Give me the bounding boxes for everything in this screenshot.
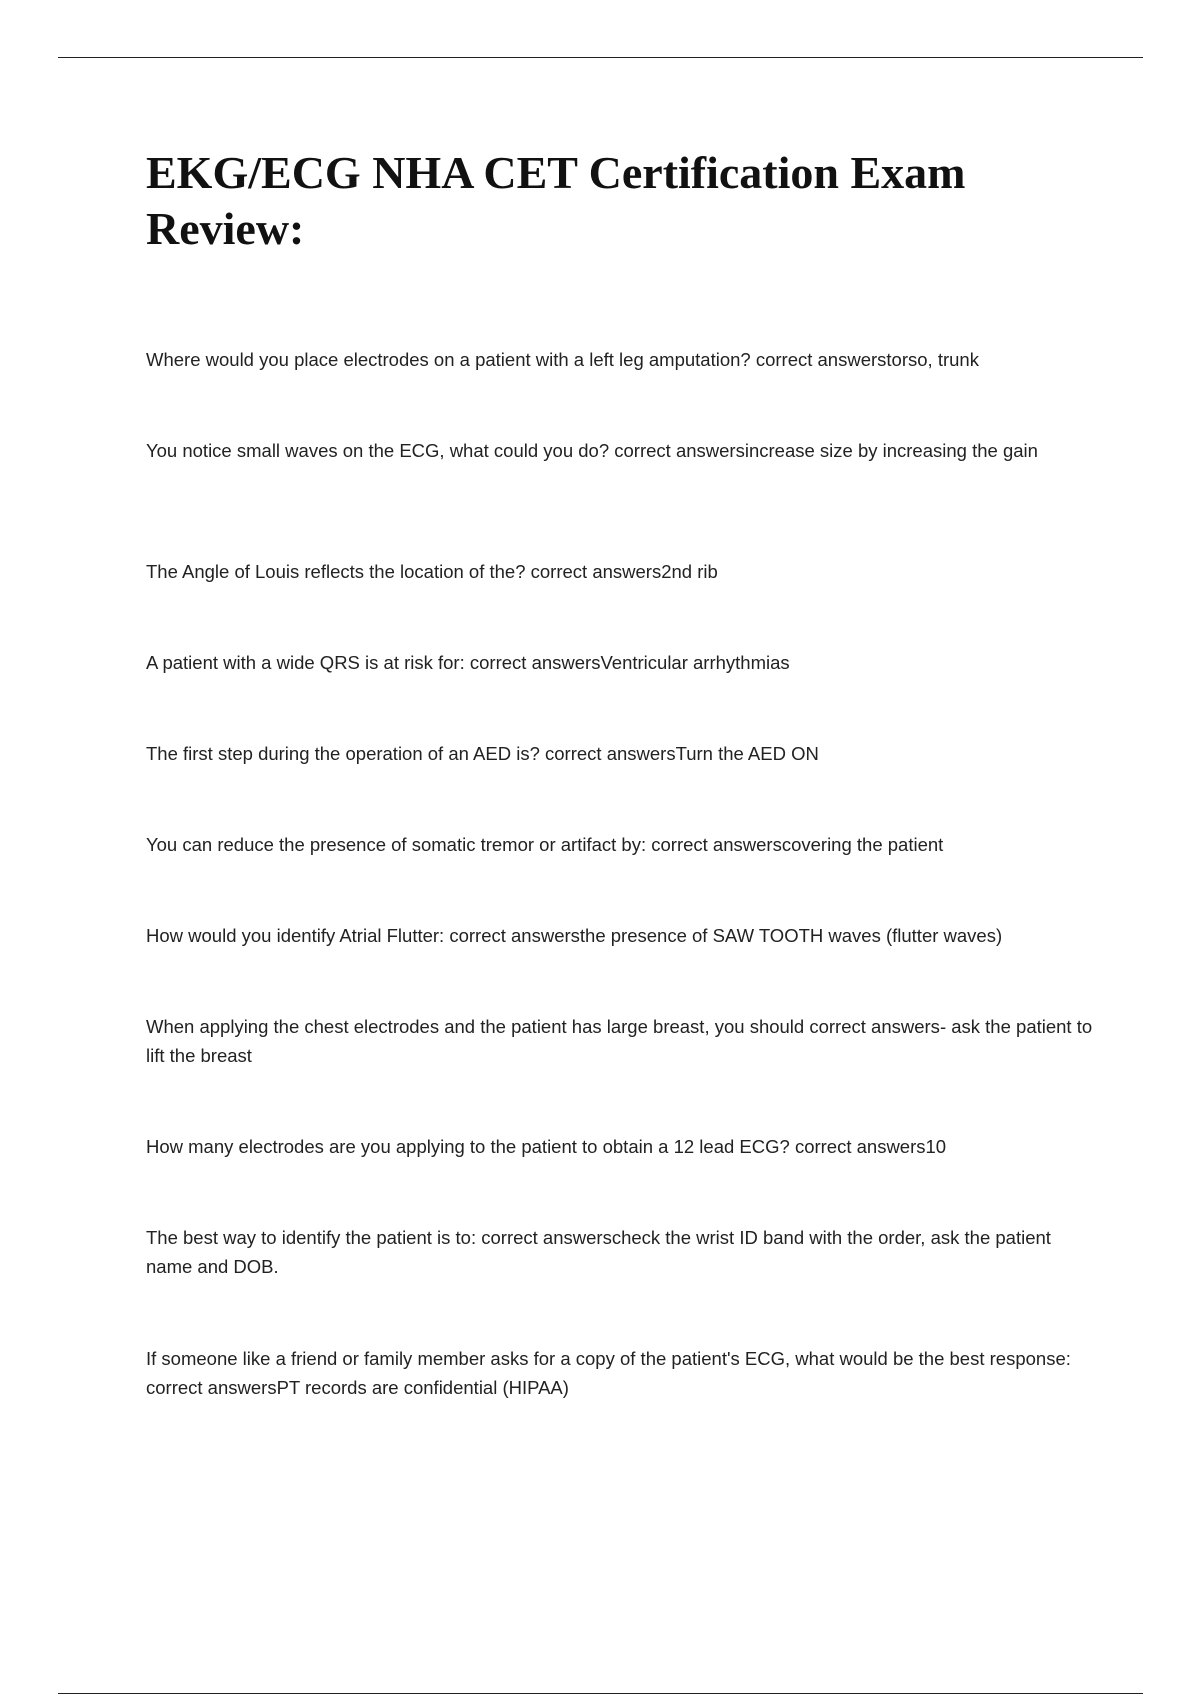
answer-separator: correct answers bbox=[146, 1377, 277, 1398]
qa-item bbox=[146, 557, 1096, 586]
qa-item bbox=[146, 1132, 1096, 1161]
qa-item bbox=[146, 1344, 1096, 1402]
answer-text: the presence of SAW TOOTH waves (flutter waves) bbox=[579, 925, 1003, 946]
answer-separator: correct answers bbox=[545, 743, 676, 764]
question-text: The first step during the operation of an AED is? bbox=[146, 743, 540, 764]
qa-item bbox=[146, 648, 1096, 677]
answer-separator: correct answers bbox=[651, 834, 782, 855]
answer-text: - ask the patient to lift the breast bbox=[146, 1016, 1093, 1066]
question-text: You can reduce the presence of somatic tremor or artifact by: bbox=[146, 834, 647, 855]
top-divider bbox=[58, 57, 1143, 58]
answer-text: increase size by increasing the gain bbox=[744, 440, 1038, 461]
qa-item bbox=[146, 830, 1096, 859]
qa-item bbox=[146, 345, 1096, 374]
question-text: The Angle of Louis reflects the location of the? bbox=[146, 561, 526, 582]
answer-separator: correct answers bbox=[449, 925, 580, 946]
qa-item bbox=[146, 921, 1096, 950]
question-text: The best way to identify the patient is to: bbox=[146, 1227, 477, 1248]
answer-text: 10 bbox=[925, 1136, 947, 1157]
answer-separator: correct answers bbox=[530, 561, 662, 582]
question-text: How would you identify Atrial Flutter: bbox=[146, 925, 445, 946]
qa-item bbox=[146, 739, 1096, 768]
answer-separator: correct answers bbox=[809, 1016, 940, 1037]
question-text: How many electrodes are you applying to the patient to obtain a 12 lead ECG? bbox=[146, 1136, 790, 1157]
answer-text: PT records are confidential (HIPAA) bbox=[276, 1377, 569, 1398]
answer-text: 2nd rib bbox=[661, 561, 718, 582]
qa-item bbox=[146, 1012, 1096, 1070]
question-text: A patient with a wide QRS is at risk for: bbox=[146, 652, 465, 673]
qa-item bbox=[146, 1223, 1096, 1281]
answer-separator: correct answers bbox=[755, 349, 887, 370]
answer-text: covering the patient bbox=[781, 834, 944, 855]
answer-text: Ventricular arrhythmias bbox=[600, 652, 790, 673]
page-title: EKG/ECG NHA CET Certification Exam Review: bbox=[146, 147, 966, 254]
answer-text: check the wrist ID band with the order, ask the patient name and DOB. bbox=[146, 1227, 1051, 1277]
answer-text: torso, trunk bbox=[886, 349, 979, 370]
question-text: When applying the chest electrodes and the patient has large breast, you should bbox=[146, 1016, 805, 1037]
bottom-divider bbox=[58, 1693, 1143, 1694]
answer-separator: correct answers bbox=[614, 440, 745, 461]
answer-separator: correct answers bbox=[469, 652, 601, 673]
question-text: If someone like a friend or family member asks for a copy of the patient's ECG, what would be the best response: bbox=[146, 1348, 1071, 1369]
qa-item bbox=[146, 436, 1096, 465]
question-text: You notice small waves on the ECG, what could you do? bbox=[146, 440, 610, 461]
answer-separator: correct answers bbox=[481, 1227, 612, 1248]
answer-separator: correct answers bbox=[794, 1136, 926, 1157]
question-text: Where would you place electrodes on a patient with a left leg amputation? bbox=[146, 349, 751, 370]
answer-text: Turn the AED ON bbox=[675, 743, 819, 764]
